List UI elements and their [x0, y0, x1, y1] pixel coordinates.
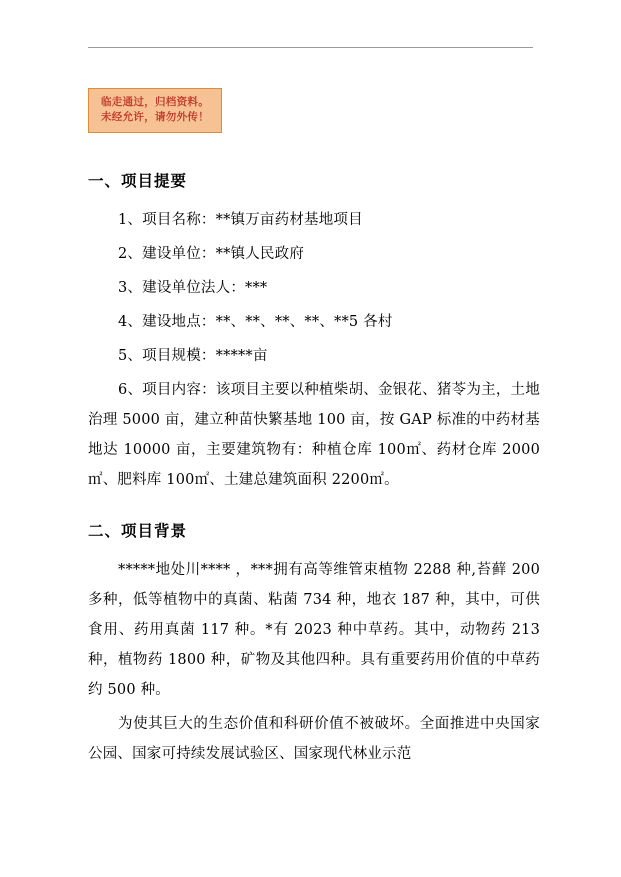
summary-item-6: 6、项目内容：该项目主要以种植柴胡、金银花、猪苓为主，土地治理 5000 亩，建立种苗快繁基地 100 亩，按 GAP 标准的中药材基地达 10000 亩，主要建筑物有：种植仓库 100㎡、药材仓库 2000㎡、肥料库 100㎡、土建总建筑面积 2200㎡。: [88, 382, 540, 488]
summary-item-3: 3、建设单位法人：***: [118, 280, 268, 296]
section-project-background: [88, 517, 540, 769]
confidential-notice: [88, 88, 222, 133]
document-body: [88, 88, 540, 773]
summary-item-1: 1、项目名称：**镇万亩药材基地项目: [118, 212, 363, 228]
summary-item-4: 4、建设地点：**、**、**、**、**5 各村: [118, 314, 393, 330]
background-paragraph-2: 为使其巨大的生态价值和科研价值不被破坏。全面推进中央国家公园、国家可持续发展试验区、国家现代林业示范: [88, 716, 540, 762]
background-paragraph-1: *****地处川**** ，***拥有高等维管束植物 2288 种,苔藓 200 多种，低等植物中的真菌、粘菌 734 种，地衣 187 种，其中，可供食用、药用真菌 117 种。*有 2023 种中草药。其中，动物药 213 种，植物药 1800 种，矿物及其他四种。具有重要药用价值的中草药约 500 种。: [88, 562, 540, 698]
section-title-background: 二、项目背景: [88, 521, 188, 540]
section-project-summary: [88, 167, 540, 495]
section-title-summary: 一、项目提要: [88, 171, 188, 190]
notice-line-1: 临走通过，归档资料。: [101, 96, 209, 108]
header-divider: [88, 47, 533, 48]
notice-line-2: 未经允许，请勿外传！: [101, 111, 209, 123]
summary-item-2: 2、建设单位：**镇人民政府: [118, 246, 305, 262]
summary-item-5: 5、项目规模：*****亩: [118, 348, 268, 364]
